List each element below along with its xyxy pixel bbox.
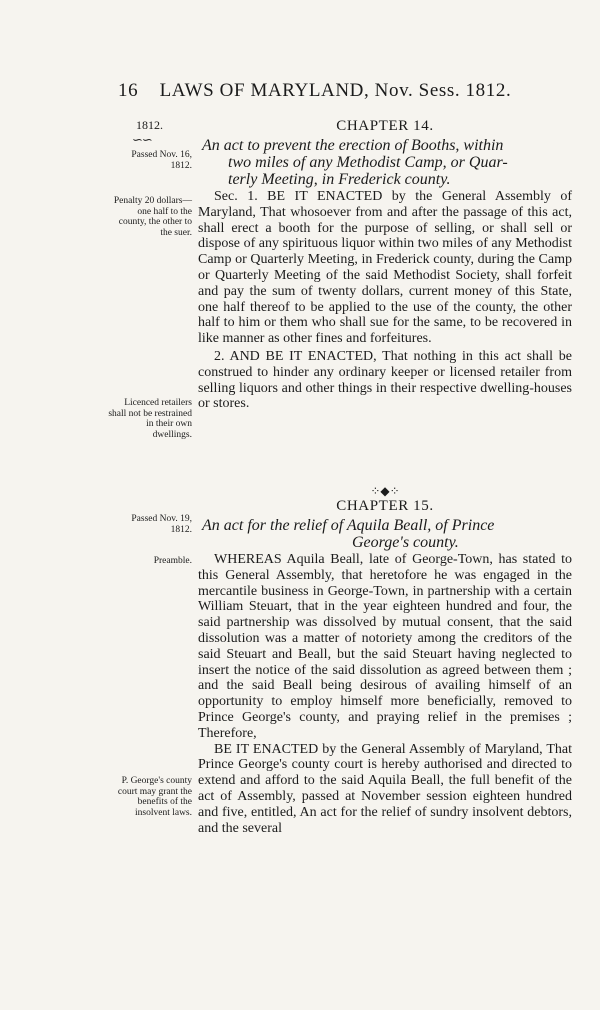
flourish-ornament-icon: ∽∽ <box>132 132 152 147</box>
margin-note-pgc: P. George's county court may grant the benefits of the insolvent laws. <box>117 776 192 818</box>
chapter-15-heading: CHAPTER 15. <box>336 498 434 514</box>
margin-note-passed-14: Passed Nov. 16, 1812. <box>131 150 192 171</box>
year-note: 1812. <box>136 118 163 132</box>
chapter-14-heading: CHAPTER 14. <box>336 118 434 134</box>
margin-note-passed-15: Passed Nov. 19, 1812. <box>131 514 192 535</box>
chapter-15-title <box>202 517 572 551</box>
chapter-15-preamble: WHEREAS Aquila Beall, late of George-Town, has stated to this General Assembly, that heretofore he was engaged in the mercantile business in George-Town, in partnership with a certain William Steuart, that in the year eighteen hundred and four, the said partnership was dissolved by mutual consent, that the said dissolution was a matter of notoriety among the creditors of the said Steuart and Beall, but the said Steuart having neglected to insert the notice of the said dissolution as agreed between them ; and the said Beall being desirous of availing himself of an opportunity to employ himself more beneficially, removed to Prince George's county, and praying relief in the premises ; Therefore, <box>198 552 572 741</box>
divider-ornament: ⁘◆⁘ <box>370 484 400 498</box>
chapter-15-title-line: An act for the relief of Aquila Beall, of Prince <box>202 517 495 534</box>
margin-note-preamble: Preamble. <box>153 556 192 566</box>
margin-note-licenced: Licenced retailers shall not be restrained in their own dwellings. <box>108 398 192 440</box>
chapter-14-section-1: Sec. 1. BE IT ENACTED by the General Assembly of Maryland, That whosoever from and after the passage of this act, shall erect a booth for the purpose of selling, or shall sell or dispose of any spirituous liquor within two miles of any Methodist Camp or Quarterly Meeting, in Frederick county, during the Camp or Quarterly Meeting of the said Methodist Society, shall forfeit and pay the sum of twenty dollars, current money of this State, one half thereof to be applied to the use of the county, the other half to him or them who shall sue for the same, to be recovered in like manner as other fines and forfeitures. <box>198 189 572 347</box>
page-number: 16 <box>118 80 139 101</box>
chapter-14-title-line: An act to prevent the erection of Booths, within <box>202 137 504 154</box>
chapter-15-title-line: George's county. <box>352 534 459 551</box>
running-title: LAWS OF MARYLAND, Nov. Sess. 1812. <box>159 80 512 101</box>
chapter-15 <box>198 484 572 836</box>
chapter-15-enactment: BE IT ENACTED by the General Assembly of Maryland, That Prince George's county court is hereby authorised and directed to extend and afford to the said Aquila Beall, the full benefit of the act of Assembly, passed at November session eighteen hundred and five, entitled, An act for the relief of sundry insolvent debtors, and the several <box>198 741 572 836</box>
chapter-14-title-line: terly Meeting, in Frederick county. <box>228 171 451 188</box>
chapter-14 <box>198 118 572 412</box>
chapter-14-title <box>202 137 572 188</box>
chapter-14-section-2: 2. AND BE IT ENACTED, That nothing in this act shall be construed to hinder any ordinary keeper or licensed retailer from selling liquors and other things in their respective dwelling-houses or stores. <box>198 348 572 412</box>
running-header <box>118 80 548 102</box>
chapter-14-title-line: two miles of any Methodist Camp, or Quar- <box>228 154 508 171</box>
margin-note-penalty: Penalty 20 dollars—one half to the county, the other to the suer. <box>113 196 192 238</box>
